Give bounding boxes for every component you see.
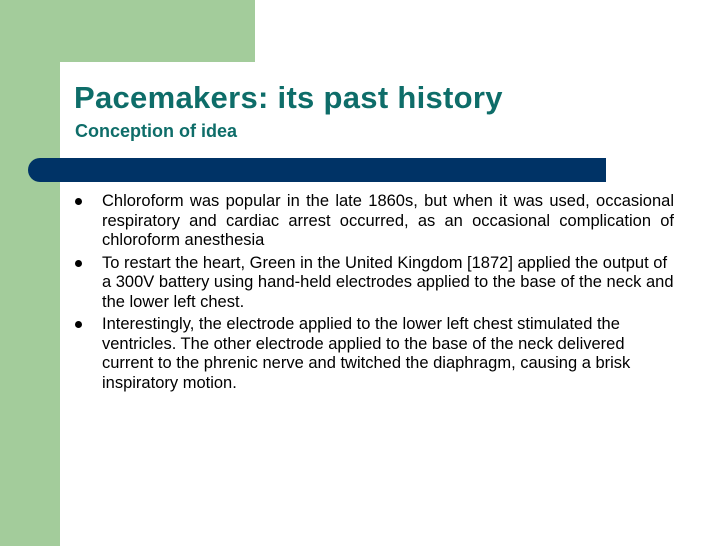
- bullet-item-chloroform: [74, 192, 674, 251]
- slide-subtitle: Conception of idea: [75, 121, 237, 141]
- bullet-item-green-1872: [74, 254, 674, 313]
- bullet-dot-icon: [75, 198, 82, 205]
- bullet-list: [74, 192, 674, 396]
- bullet-dot-icon: [75, 321, 82, 328]
- slide-title: Pacemakers: its past history: [74, 80, 503, 115]
- bullet-item-electrodes: [74, 315, 674, 393]
- bullet-text: To restart the heart, Green in the United Kingdom [1872] applied the output of a 300V battery using hand-held electrodes applied to the base of the neck and the lower left chest.: [102, 253, 674, 311]
- decorative-green-top-block: [60, 0, 255, 62]
- bullet-text: Chloroform was popular in the late 1860s, but when it was used, occasional respiratory and cardiac arrest occurred, as an occasional complication of chloroform anesthesia: [102, 192, 674, 249]
- title-divider-bar: [28, 158, 606, 182]
- decorative-green-sidebar: [0, 0, 60, 546]
- bullet-dot-icon: [75, 260, 82, 267]
- bullet-text: Interestingly, the electrode applied to the lower left chest stimulated the ventricles. The other electrode applied to the base of the neck delivered current to the phrenic nerve and twitched the diaphragm, causing a brisk inspiratory motion.: [102, 315, 631, 392]
